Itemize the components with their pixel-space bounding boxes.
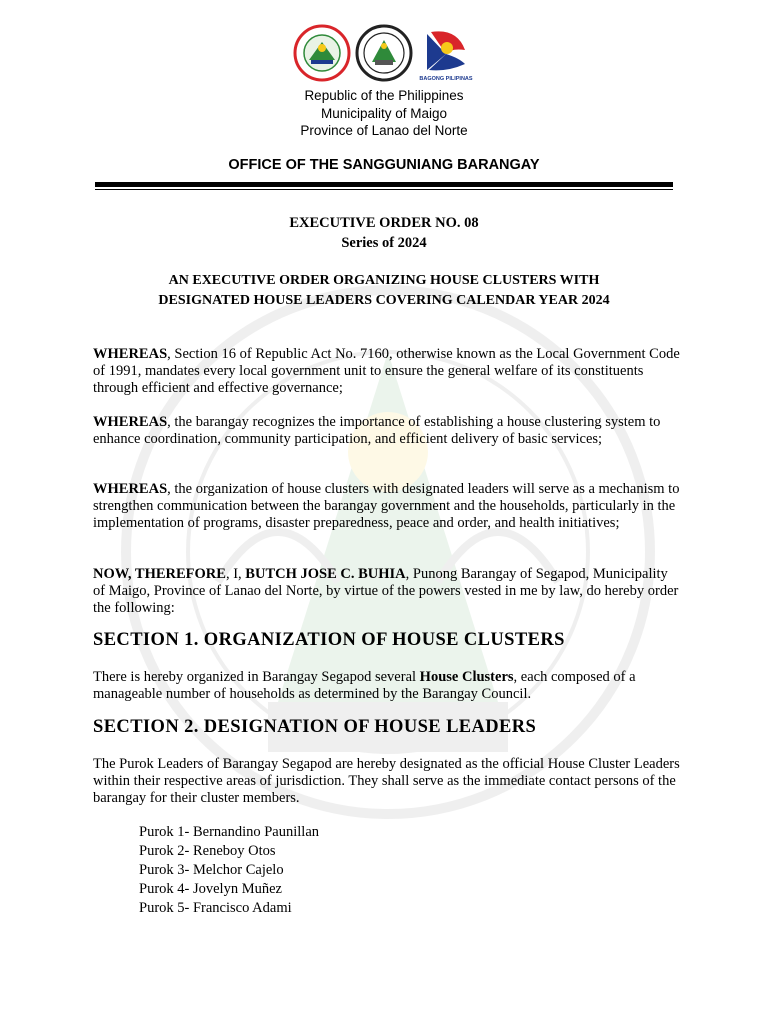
order-title-line2: DESIGNATED HOUSE LEADERS COVERING CALENDAR YEAR 2024 xyxy=(158,293,610,308)
whereas-label: WHEREAS xyxy=(93,481,168,497)
whereas-paragraph-3 xyxy=(93,481,683,532)
now-therefore-text: , Punong Barangay of Segapod, Municipality of Maigo, Province of Lanao del Norte, by virtue of the powers vested in me by law, do hereby order the following: xyxy=(93,566,679,616)
section1-bold-term: House Clusters xyxy=(419,669,514,685)
section1-heading: SECTION 1. ORGANIZATION OF HOUSE CLUSTERS xyxy=(93,630,565,650)
header-republic: Republic of the Philippines xyxy=(304,88,464,103)
list-item: Purok 2- Reneboy Otos xyxy=(139,843,276,859)
whereas-paragraph-2 xyxy=(93,414,683,448)
list-item: Purok 5- Francisco Adami xyxy=(139,900,292,916)
section1-text-after: , each composed of a manageable number of households as determined by the Barangay Council. xyxy=(93,669,636,702)
svg-text:BAGONG PILIPINAS: BAGONG PILIPINAS xyxy=(419,76,473,82)
now-therefore-mid: , I, xyxy=(225,566,246,582)
order-heading xyxy=(0,213,768,253)
order-series: Series of 2024 xyxy=(341,235,427,251)
letterhead-text xyxy=(0,87,768,140)
office-title: OFFICE OF THE SANGGUNIANG BARANGAY xyxy=(228,157,540,173)
whereas-label: WHEREAS xyxy=(93,414,168,430)
list-item: Purok 1- Bernandino Paunillan xyxy=(139,824,320,840)
punong-barangay-name: BUTCH JOSE C. BUHIA xyxy=(245,566,406,582)
whereas-text: , the barangay recognizes the importance of establishing a house clustering system to enhance coordination, community participation, and efficient delivery of basic services; xyxy=(93,414,661,447)
barangay-seal-icon xyxy=(355,24,413,82)
header-province: Province of Lanao del Norte xyxy=(300,123,468,138)
header-divider-thick xyxy=(95,182,673,187)
now-therefore-label: NOW, THEREFORE xyxy=(93,566,226,582)
bagong-pilipinas-logo-icon xyxy=(417,24,475,82)
section2-heading: SECTION 2. DESIGNATION OF HOUSE LEADERS xyxy=(93,717,537,737)
order-number: EXECUTIVE ORDER NO. 08 xyxy=(289,215,479,231)
list-item: Purok 3- Melchor Cajelo xyxy=(139,862,284,878)
municipality-seal-icon xyxy=(293,24,351,82)
section2-paragraph: The Purok Leaders of Barangay Segapod are hereby designated as the official House Cluster Leaders within their respective areas of jurisdiction. They shall serve as the immediate contact persons of the barangay for their cluster members. xyxy=(93,756,680,806)
header-divider-thin xyxy=(95,189,673,190)
letterhead-logos xyxy=(0,24,768,82)
list-item: Purok 4- Jovelyn Muñez xyxy=(139,881,282,897)
purok-leaders-list xyxy=(139,823,319,918)
whereas-label: WHEREAS xyxy=(93,346,168,362)
section1-text-before: There is hereby organized in Barangay Segapod several xyxy=(93,669,420,685)
order-title-line1: AN EXECUTIVE ORDER ORGANIZING HOUSE CLUSTERS WITH xyxy=(168,273,600,288)
section1-paragraph xyxy=(93,669,683,703)
whereas-text: , the organization of house clusters with designated leaders will serve as a mechanism to strengthen communication between the barangay government and the households, particularly in the implementation of programs, disaster preparedness, peace and order, and health initiatives; xyxy=(93,481,680,531)
whereas-paragraph-1 xyxy=(93,346,683,397)
header-municipality: Municipality of Maigo xyxy=(320,105,448,121)
order-title xyxy=(0,271,768,311)
now-therefore-paragraph xyxy=(93,566,683,617)
whereas-text: , Section 16 of Republic Act No. 7160, otherwise known as the Local Government Code of 1991, mandates every local government unit to ensure the general welfare of its constituents through efficient and effective governance; xyxy=(93,346,680,396)
